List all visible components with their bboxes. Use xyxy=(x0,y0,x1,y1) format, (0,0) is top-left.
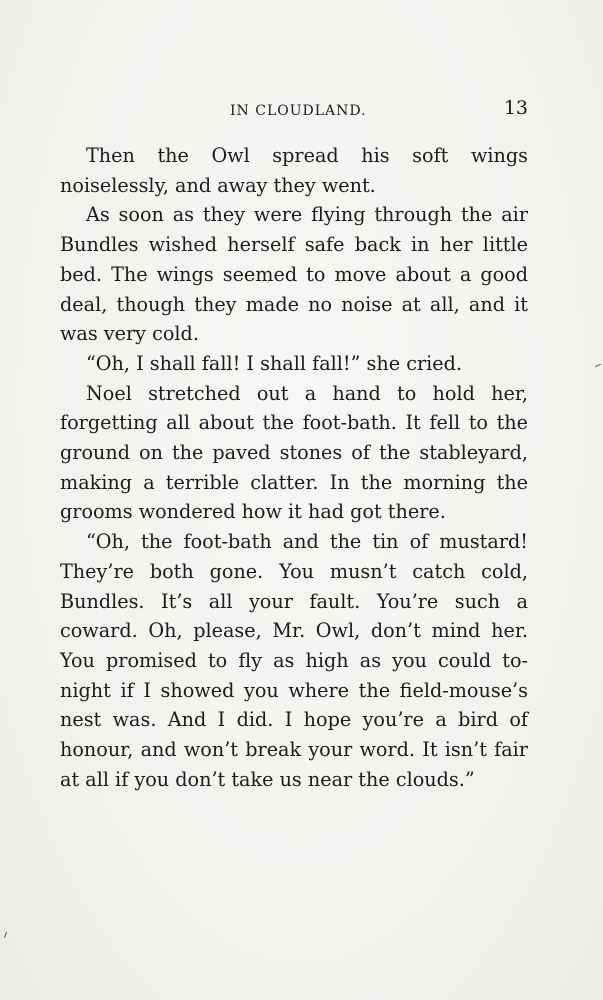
margin-speck-right xyxy=(595,364,601,367)
paragraph-2: As soon as they were flying through the air Bundles wished herself safe back in her little bed. The wings seemed to move about a good deal, though they made no noise at all, and it was very cold. xyxy=(60,203,528,346)
page-number: 13 xyxy=(503,97,528,119)
margin-speck-left xyxy=(4,932,7,938)
paragraph-3: “Oh, I shall fall! I shall fall!” she cried. xyxy=(86,351,462,375)
running-title: IN CLOUDLAND. xyxy=(230,103,367,119)
page-header xyxy=(60,97,528,127)
paragraph-5: “Oh, the foot-bath and the tin of mustard! They’re both gone. You musn’t catch cold, Bundles. It’s all your fault. You’re such a coward. Oh, please, Mr. Owl, don’t mind her. You promised to fly as high as you could to-night if I showed you where the field-mouse’s nest was. And I did. I hope you’re a bird of honour, and won’t break your word. It isn’t fair at all if you don’t take us near the clouds.” xyxy=(60,530,528,791)
paragraph-1: Then the Owl spread his soft wings noiselessly, and away they went. xyxy=(60,144,528,197)
body-text xyxy=(60,141,528,794)
paragraph-4: Noel stretched out a hand to hold her, forgetting all about the foot-bath. It fell to the ground on the paved stones of the stableyard, making a terrible clatter. In the morning the grooms wondered how it had got there. xyxy=(60,381,528,524)
